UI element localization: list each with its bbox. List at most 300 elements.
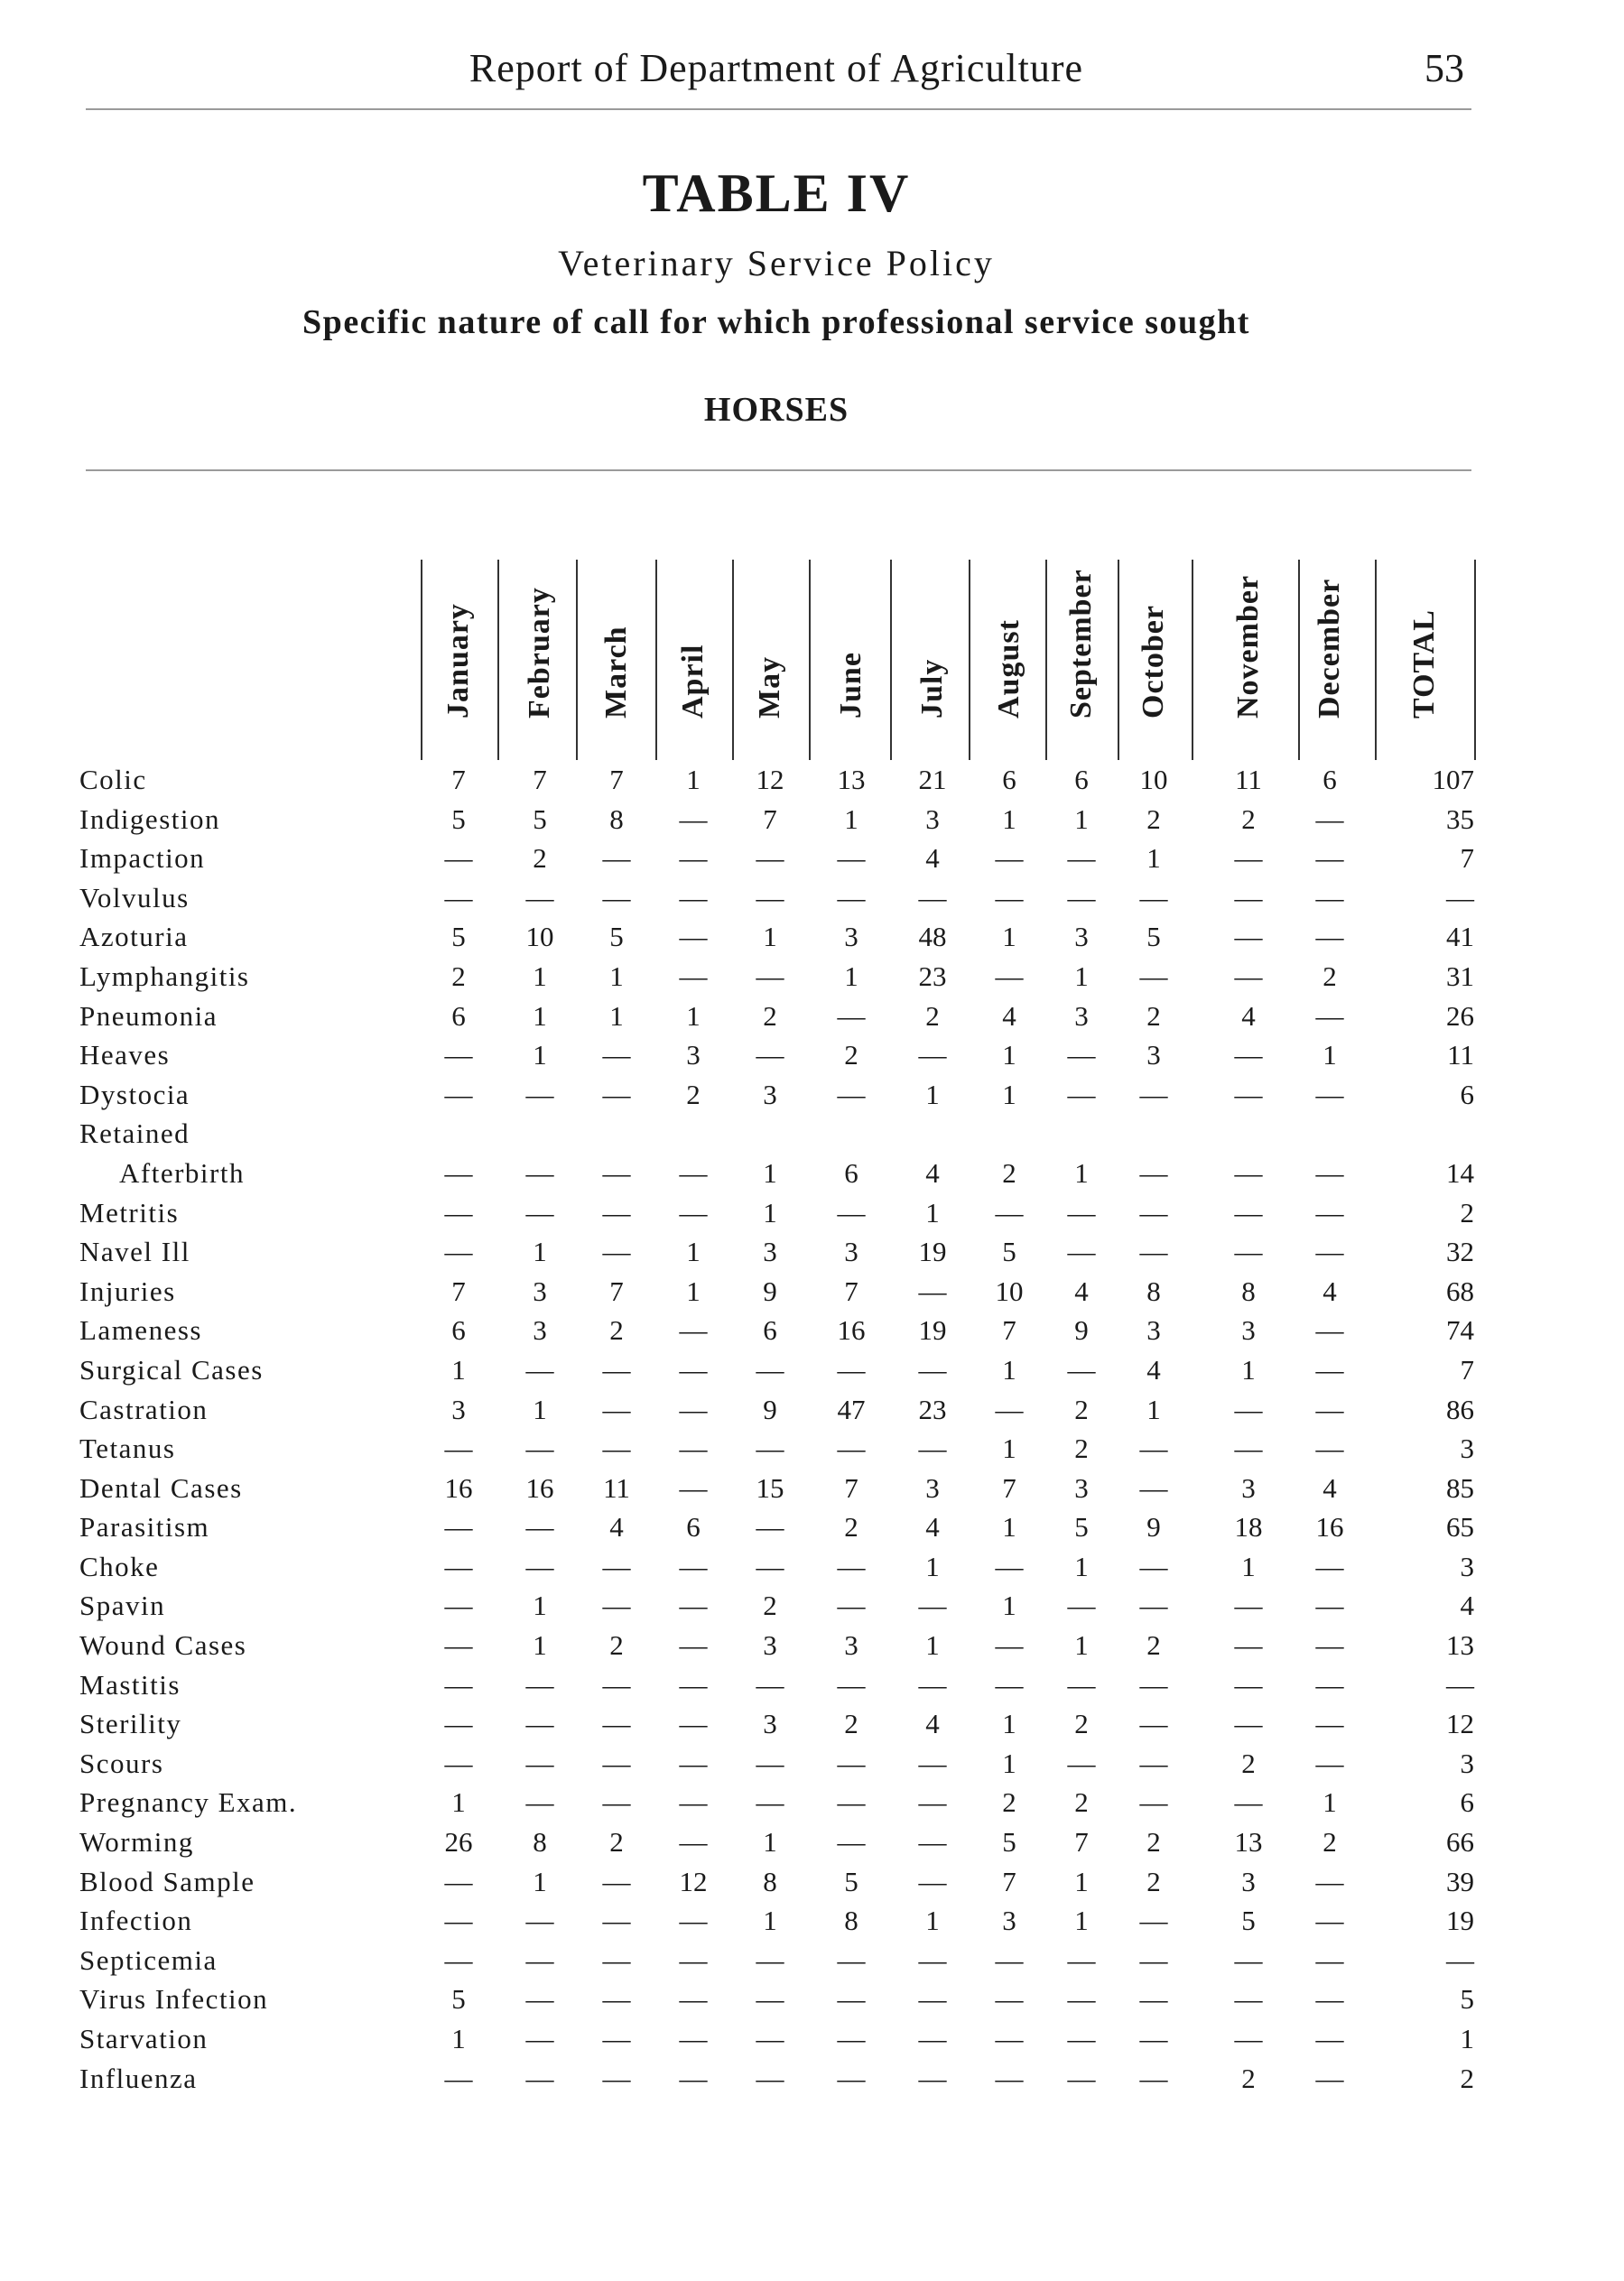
table-cell: 3 bbox=[844, 1629, 858, 1662]
total-cell: 6 bbox=[1460, 1078, 1474, 1110]
table-cell: — bbox=[1234, 921, 1263, 953]
table-cell: 3 bbox=[1002, 1905, 1016, 1937]
table-cell: — bbox=[837, 2062, 866, 2094]
total-cell: 41 bbox=[1446, 921, 1474, 953]
table-cell: — bbox=[1315, 1747, 1344, 1779]
table-cell: 9 bbox=[1074, 1314, 1089, 1347]
table-cell: — bbox=[444, 1629, 473, 1662]
table-cell: 1 bbox=[1241, 1550, 1256, 1582]
table-cell: — bbox=[756, 1550, 784, 1582]
table-cell: 1 bbox=[1074, 1156, 1089, 1189]
table-cell: — bbox=[525, 881, 554, 913]
table-cell: — bbox=[444, 1156, 473, 1189]
column-divider bbox=[732, 560, 734, 760]
table-cell: — bbox=[679, 1196, 708, 1229]
table-cell: — bbox=[679, 1156, 708, 1189]
table-cell: — bbox=[679, 2062, 708, 2094]
table-cell: 2 bbox=[763, 999, 777, 1032]
table-cell: 2 bbox=[609, 1826, 624, 1859]
table-cell: 11 bbox=[603, 1471, 630, 1504]
table-row bbox=[79, 917, 1474, 957]
table-cell: 4 bbox=[1322, 1471, 1337, 1504]
table-cell: — bbox=[756, 1747, 784, 1779]
table-cell: 3 bbox=[1074, 1471, 1089, 1504]
table-cell: — bbox=[756, 2023, 784, 2054]
table-cell: 1 bbox=[533, 999, 547, 1032]
table-cell: 1 bbox=[1241, 1353, 1256, 1386]
table-cell: 1 bbox=[1002, 1708, 1016, 1740]
table-cell: 7 bbox=[1002, 1314, 1016, 1347]
row-label: Volvulus bbox=[79, 881, 190, 913]
running-head bbox=[0, 45, 1624, 99]
table-cell: 7 bbox=[844, 1275, 858, 1307]
table-cell: — bbox=[602, 1905, 631, 1937]
column-header bbox=[522, 560, 558, 760]
table-cell: 6 bbox=[686, 1511, 701, 1544]
row-label: Pneumonia bbox=[79, 999, 218, 1032]
table-cell: — bbox=[1315, 1314, 1344, 1347]
total-cell: — bbox=[1446, 1943, 1474, 1976]
total-cell: 3 bbox=[1460, 1550, 1474, 1582]
table-cell: — bbox=[1139, 2023, 1168, 2054]
table-cell: — bbox=[444, 881, 473, 913]
table-cell: 1 bbox=[763, 1826, 777, 1859]
row-label: Virus Infection bbox=[79, 1983, 269, 2016]
table-cell: 5 bbox=[1002, 1826, 1016, 1859]
table-cell: — bbox=[995, 960, 1024, 992]
table-cell: — bbox=[444, 1236, 473, 1268]
table-row bbox=[79, 1665, 1474, 1705]
table-cell: — bbox=[837, 2023, 866, 2054]
total-cell: 7 bbox=[1460, 1353, 1474, 1386]
column-header bbox=[1063, 560, 1100, 760]
row-label: Influenza bbox=[79, 2062, 198, 2094]
table-cell: — bbox=[837, 842, 866, 875]
table-row bbox=[79, 1390, 1474, 1430]
running-title: Report of Department of Agriculture bbox=[469, 46, 1084, 90]
table-cell: — bbox=[1067, 1196, 1096, 1229]
column-divider bbox=[655, 560, 657, 760]
table-cell: — bbox=[995, 2023, 1024, 2054]
table-cell: — bbox=[1139, 1078, 1168, 1110]
row-label: Castration bbox=[79, 1393, 209, 1425]
table-cell: — bbox=[756, 1983, 784, 2016]
table-cell: 7 bbox=[533, 764, 547, 795]
table-cell: — bbox=[1139, 1747, 1168, 1779]
table-cell: — bbox=[918, 1590, 947, 1622]
table-cell: 5 bbox=[451, 1983, 466, 2016]
table-cell: 8 bbox=[609, 802, 624, 835]
table-cell: 4 bbox=[1241, 999, 1256, 1032]
table-row bbox=[79, 2019, 1474, 2059]
table-cell: — bbox=[679, 1314, 708, 1347]
table-row bbox=[79, 2059, 1474, 2099]
table-cell: 2 bbox=[844, 1511, 858, 1544]
table-cell: — bbox=[995, 1668, 1024, 1701]
table-cell: 1 bbox=[451, 1353, 466, 1386]
table-cell: — bbox=[756, 1943, 784, 1976]
table-cell: — bbox=[918, 1983, 947, 2016]
table-cell: 2 bbox=[1074, 1433, 1089, 1465]
total-cell: 35 bbox=[1446, 802, 1474, 835]
table-cell: — bbox=[837, 1550, 866, 1582]
table-cell: — bbox=[918, 1353, 947, 1386]
table-cell: — bbox=[995, 1196, 1024, 1229]
table-cell: 5 bbox=[451, 921, 466, 953]
row-label: Parasitism bbox=[79, 1511, 210, 1544]
table-cell: — bbox=[995, 881, 1024, 913]
column-divider bbox=[890, 560, 892, 760]
table-cell: 8 bbox=[763, 1865, 777, 1897]
table-cell: — bbox=[1234, 1156, 1263, 1189]
table-cell: 7 bbox=[451, 764, 466, 795]
table-cell: 2 bbox=[686, 1078, 701, 1110]
table-cell: — bbox=[995, 1983, 1024, 2016]
table-cell: — bbox=[918, 1275, 947, 1307]
column-header bbox=[1230, 560, 1267, 760]
table-cell: 2 bbox=[1322, 960, 1337, 992]
table-cell: — bbox=[679, 1353, 708, 1386]
table-cell: — bbox=[679, 1550, 708, 1582]
table-cell: — bbox=[1234, 1039, 1263, 1071]
table-cell: — bbox=[995, 1629, 1024, 1662]
table-cell: 23 bbox=[918, 960, 947, 992]
table-cell: 8 bbox=[844, 1905, 858, 1937]
table-cell: 3 bbox=[1241, 1865, 1256, 1897]
table-cell: 23 bbox=[918, 1393, 947, 1425]
table-row bbox=[79, 1035, 1474, 1075]
table-cell: 4 bbox=[925, 842, 940, 875]
table-row bbox=[79, 1901, 1474, 1941]
table-row bbox=[79, 1429, 1474, 1469]
column-divider bbox=[421, 560, 422, 760]
table-cell: — bbox=[1067, 1668, 1096, 1701]
row-label: Heaves bbox=[79, 1039, 171, 1071]
row-label: Worming bbox=[79, 1826, 194, 1859]
table-row bbox=[79, 1469, 1474, 1508]
table-row bbox=[79, 1272, 1474, 1312]
table-cell: 2 bbox=[609, 1629, 624, 1662]
table-cell: — bbox=[525, 1983, 554, 2016]
table-cell: 4 bbox=[1322, 1275, 1337, 1307]
table-cell: — bbox=[602, 1590, 631, 1622]
table-cell: 4 bbox=[925, 1156, 940, 1189]
table-cell: 1 bbox=[763, 1156, 777, 1189]
total-cell: 12 bbox=[1446, 1708, 1474, 1740]
table-cell: — bbox=[1315, 1353, 1344, 1386]
column-header bbox=[1312, 560, 1348, 760]
table-row bbox=[79, 1980, 1474, 2019]
table-row bbox=[79, 1822, 1474, 1862]
row-label: Lameness bbox=[79, 1314, 202, 1347]
row-label: Starvation bbox=[79, 2023, 209, 2054]
table-cell: 1 bbox=[533, 1236, 547, 1268]
table-cell: — bbox=[1067, 1236, 1096, 1268]
table-cell: 3 bbox=[763, 1236, 777, 1268]
table-cell: 13 bbox=[837, 764, 866, 795]
table-cell: — bbox=[525, 1786, 554, 1819]
table-cell: — bbox=[525, 1196, 554, 1229]
table-row bbox=[79, 1232, 1474, 1272]
table-cell: 2 bbox=[1241, 2062, 1256, 2094]
table-cell: 2 bbox=[451, 960, 466, 992]
table-cell: 2 bbox=[1241, 802, 1256, 835]
table-cell: 6 bbox=[451, 1314, 466, 1347]
table-cell: 1 bbox=[925, 1196, 940, 1229]
table-cell: — bbox=[1315, 1943, 1344, 1976]
row-label: Metritis bbox=[79, 1196, 180, 1229]
table-cell: 7 bbox=[451, 1275, 466, 1307]
table-cell: 1 bbox=[925, 1629, 940, 1662]
table-cell: — bbox=[756, 1433, 784, 1465]
row-label-line2: Afterbirth bbox=[119, 1156, 245, 1189]
table-cell: 3 bbox=[451, 1393, 466, 1425]
table-cell: — bbox=[1234, 1629, 1263, 1662]
table-cell: 1 bbox=[1146, 1393, 1161, 1425]
page-number: 53 bbox=[1424, 46, 1464, 90]
table-cell: — bbox=[1067, 1983, 1096, 2016]
table-cell: — bbox=[1315, 1550, 1344, 1582]
table-cell: — bbox=[918, 2023, 947, 2054]
table-cell: — bbox=[679, 960, 708, 992]
column-header bbox=[1136, 560, 1172, 760]
table-cell: — bbox=[1139, 1983, 1168, 2016]
table-row bbox=[79, 1547, 1474, 1587]
table-cell: — bbox=[756, 842, 784, 875]
column-header-label: February bbox=[523, 587, 556, 719]
table-cell: 3 bbox=[1146, 1039, 1161, 1071]
table-title: TABLE IV bbox=[642, 163, 911, 223]
table-cell: — bbox=[995, 1550, 1024, 1582]
table-cell: — bbox=[525, 2062, 554, 2094]
table-row bbox=[79, 760, 1474, 800]
table-cell: 2 bbox=[925, 999, 940, 1032]
table-subtitle: Veterinary Service Policy bbox=[558, 243, 995, 283]
table-cell: — bbox=[837, 1353, 866, 1386]
table-cell: 1 bbox=[1322, 1786, 1337, 1819]
table-cell: — bbox=[1315, 1156, 1344, 1189]
total-cell: 4 bbox=[1460, 1590, 1474, 1622]
table-cell: — bbox=[679, 1983, 708, 2016]
table-cell: — bbox=[1315, 1905, 1344, 1937]
total-cell: 65 bbox=[1446, 1511, 1474, 1544]
row-label: Mastitis bbox=[79, 1668, 181, 1701]
table-cell: 1 bbox=[533, 1393, 547, 1425]
table-row bbox=[79, 1114, 1474, 1192]
table-cell: — bbox=[1139, 1943, 1168, 1976]
table-cell: — bbox=[1139, 2062, 1168, 2094]
table-cell: 7 bbox=[1074, 1826, 1089, 1859]
column-header bbox=[991, 560, 1027, 760]
table-cell: 1 bbox=[1002, 802, 1016, 835]
table-cell: — bbox=[679, 1747, 708, 1779]
table-cell: 5 bbox=[1074, 1511, 1089, 1544]
total-cell: 3 bbox=[1460, 1433, 1474, 1465]
row-label: Navel Ill bbox=[79, 1236, 190, 1268]
table-cell: 4 bbox=[1146, 1353, 1161, 1386]
table-row bbox=[79, 1193, 1474, 1233]
table-cell: 13 bbox=[1234, 1826, 1263, 1859]
table-cell: 11 bbox=[1235, 764, 1262, 795]
table-cell: — bbox=[444, 1708, 473, 1740]
table-cell: — bbox=[918, 1668, 947, 1701]
table-cell: — bbox=[1139, 1550, 1168, 1582]
table-cell: — bbox=[1315, 802, 1344, 835]
table-cell: — bbox=[1234, 1236, 1263, 1268]
table-body bbox=[79, 760, 1474, 2098]
table-cell: — bbox=[1315, 881, 1344, 913]
table-cell: — bbox=[602, 1433, 631, 1465]
table-row bbox=[79, 1350, 1474, 1390]
row-label: Azoturia bbox=[79, 921, 189, 953]
row-label: Choke bbox=[79, 1550, 160, 1582]
table-cell: 4 bbox=[925, 1511, 940, 1544]
row-label: Indigestion bbox=[79, 802, 220, 835]
table-cell: — bbox=[679, 1629, 708, 1662]
table-row bbox=[79, 839, 1474, 878]
table-cell: — bbox=[1315, 999, 1344, 1032]
table-row bbox=[79, 878, 1474, 918]
table-cell: — bbox=[1234, 1433, 1263, 1465]
total-cell: 11 bbox=[1447, 1039, 1474, 1071]
table-cell: 47 bbox=[837, 1393, 866, 1425]
table-cell: — bbox=[602, 2062, 631, 2094]
table-cell: — bbox=[444, 1747, 473, 1779]
table-cell: — bbox=[837, 999, 866, 1032]
table-cell: — bbox=[679, 1786, 708, 1819]
table-cell: 1 bbox=[844, 960, 858, 992]
table-cell: — bbox=[1139, 1905, 1168, 1937]
total-cell: — bbox=[1446, 881, 1474, 913]
column-header bbox=[752, 560, 788, 760]
table-cell: — bbox=[1315, 2062, 1344, 2094]
table-cell: — bbox=[679, 1393, 708, 1425]
table-cell: — bbox=[1067, 1353, 1096, 1386]
table-cell: — bbox=[444, 1943, 473, 1976]
table-cell: 4 bbox=[1074, 1275, 1089, 1307]
table-description: Specific nature of call for which professional service sought bbox=[302, 303, 1250, 341]
table-cell: — bbox=[444, 1668, 473, 1701]
table-cell: — bbox=[995, 1393, 1024, 1425]
table-cell: — bbox=[1315, 1236, 1344, 1268]
table-cell: 2 bbox=[1241, 1747, 1256, 1779]
table-cell: — bbox=[918, 1747, 947, 1779]
column-divider bbox=[969, 560, 970, 760]
column-header-label: June bbox=[834, 652, 868, 719]
table-cell: — bbox=[837, 1196, 866, 1229]
table-cell: — bbox=[444, 1590, 473, 1622]
table-cell: — bbox=[602, 1865, 631, 1897]
table-cell: 8 bbox=[1146, 1275, 1161, 1307]
table-cell: — bbox=[1139, 1236, 1168, 1268]
column-header-label: December bbox=[1313, 578, 1346, 719]
row-label-line1: Retained bbox=[79, 1117, 190, 1150]
table-cell: 8 bbox=[533, 1826, 547, 1859]
table-cell: — bbox=[918, 881, 947, 913]
table-row bbox=[79, 1704, 1474, 1744]
table-cell: — bbox=[837, 1943, 866, 1976]
table-cell: — bbox=[602, 1353, 631, 1386]
table-cell: 7 bbox=[609, 764, 624, 795]
table-cell: — bbox=[1234, 1983, 1263, 2016]
table-cell: 4 bbox=[925, 1708, 940, 1740]
table-cell: 2 bbox=[1002, 1156, 1016, 1189]
row-label: Sterility bbox=[79, 1708, 182, 1740]
table-cell: — bbox=[837, 1433, 866, 1465]
table-cell: — bbox=[602, 881, 631, 913]
table-row bbox=[79, 1586, 1474, 1626]
table-cell: 6 bbox=[844, 1156, 858, 1189]
column-header-label: July bbox=[915, 658, 949, 719]
table-cell: — bbox=[602, 1550, 631, 1582]
column-header-label: May bbox=[753, 655, 786, 719]
column-header-label: September bbox=[1064, 569, 1098, 719]
table-cell: 9 bbox=[763, 1275, 777, 1307]
table-cell: 3 bbox=[763, 1078, 777, 1110]
row-label: Impaction bbox=[79, 842, 206, 875]
table-cell: — bbox=[1067, 1078, 1096, 1110]
table-cell: — bbox=[602, 1236, 631, 1268]
column-header-label: August bbox=[992, 619, 1025, 719]
table-cell: — bbox=[756, 1511, 784, 1544]
column-divider bbox=[1298, 560, 1300, 760]
table-cell: 1 bbox=[1002, 1747, 1016, 1779]
table-cell: — bbox=[679, 1826, 708, 1859]
table-cell: — bbox=[756, 960, 784, 992]
table-cell: — bbox=[602, 1747, 631, 1779]
table-cell: 9 bbox=[763, 1393, 777, 1425]
table-row bbox=[79, 800, 1474, 839]
table-cell: 7 bbox=[1002, 1865, 1016, 1897]
table-cell: 1 bbox=[686, 764, 701, 795]
table-cell: 7 bbox=[763, 802, 777, 835]
table-cell: — bbox=[1234, 960, 1263, 992]
table-cell: — bbox=[837, 1826, 866, 1859]
table-cell: 1 bbox=[451, 2023, 466, 2054]
column-divider bbox=[1192, 560, 1193, 760]
table-cell: 1 bbox=[1146, 842, 1161, 875]
total-cell: 13 bbox=[1446, 1629, 1474, 1662]
table-cell: — bbox=[602, 1708, 631, 1740]
row-label: Colic bbox=[79, 764, 147, 795]
table-cell: — bbox=[995, 1943, 1024, 1976]
table-cell: — bbox=[1234, 1196, 1263, 1229]
total-cell: 6 bbox=[1460, 1786, 1474, 1819]
table-cell: — bbox=[1139, 1156, 1168, 1189]
table-cell: 3 bbox=[763, 1629, 777, 1662]
section-heading: HORSES bbox=[703, 391, 849, 429]
table-cell: — bbox=[837, 1786, 866, 1819]
table-cell: 18 bbox=[1234, 1511, 1263, 1544]
column-divider bbox=[809, 560, 811, 760]
table-cell: 3 bbox=[533, 1314, 547, 1347]
table-cell: — bbox=[525, 1943, 554, 1976]
table-cell: 4 bbox=[1002, 999, 1016, 1032]
row-label: Wound Cases bbox=[79, 1629, 247, 1662]
table-cell: 1 bbox=[1002, 1590, 1016, 1622]
table-cell: — bbox=[1139, 1668, 1168, 1701]
table-cell: — bbox=[444, 1550, 473, 1582]
table-cell: — bbox=[1315, 842, 1344, 875]
table-cell: 1 bbox=[1322, 1039, 1337, 1071]
table-cell: — bbox=[679, 881, 708, 913]
table-cell: 1 bbox=[533, 960, 547, 992]
table-cell: — bbox=[1315, 1629, 1344, 1662]
column-header-label: April bbox=[676, 644, 710, 719]
table-cell: — bbox=[918, 1433, 947, 1465]
table-cell: — bbox=[1234, 1708, 1263, 1740]
table-cell: 1 bbox=[844, 802, 858, 835]
